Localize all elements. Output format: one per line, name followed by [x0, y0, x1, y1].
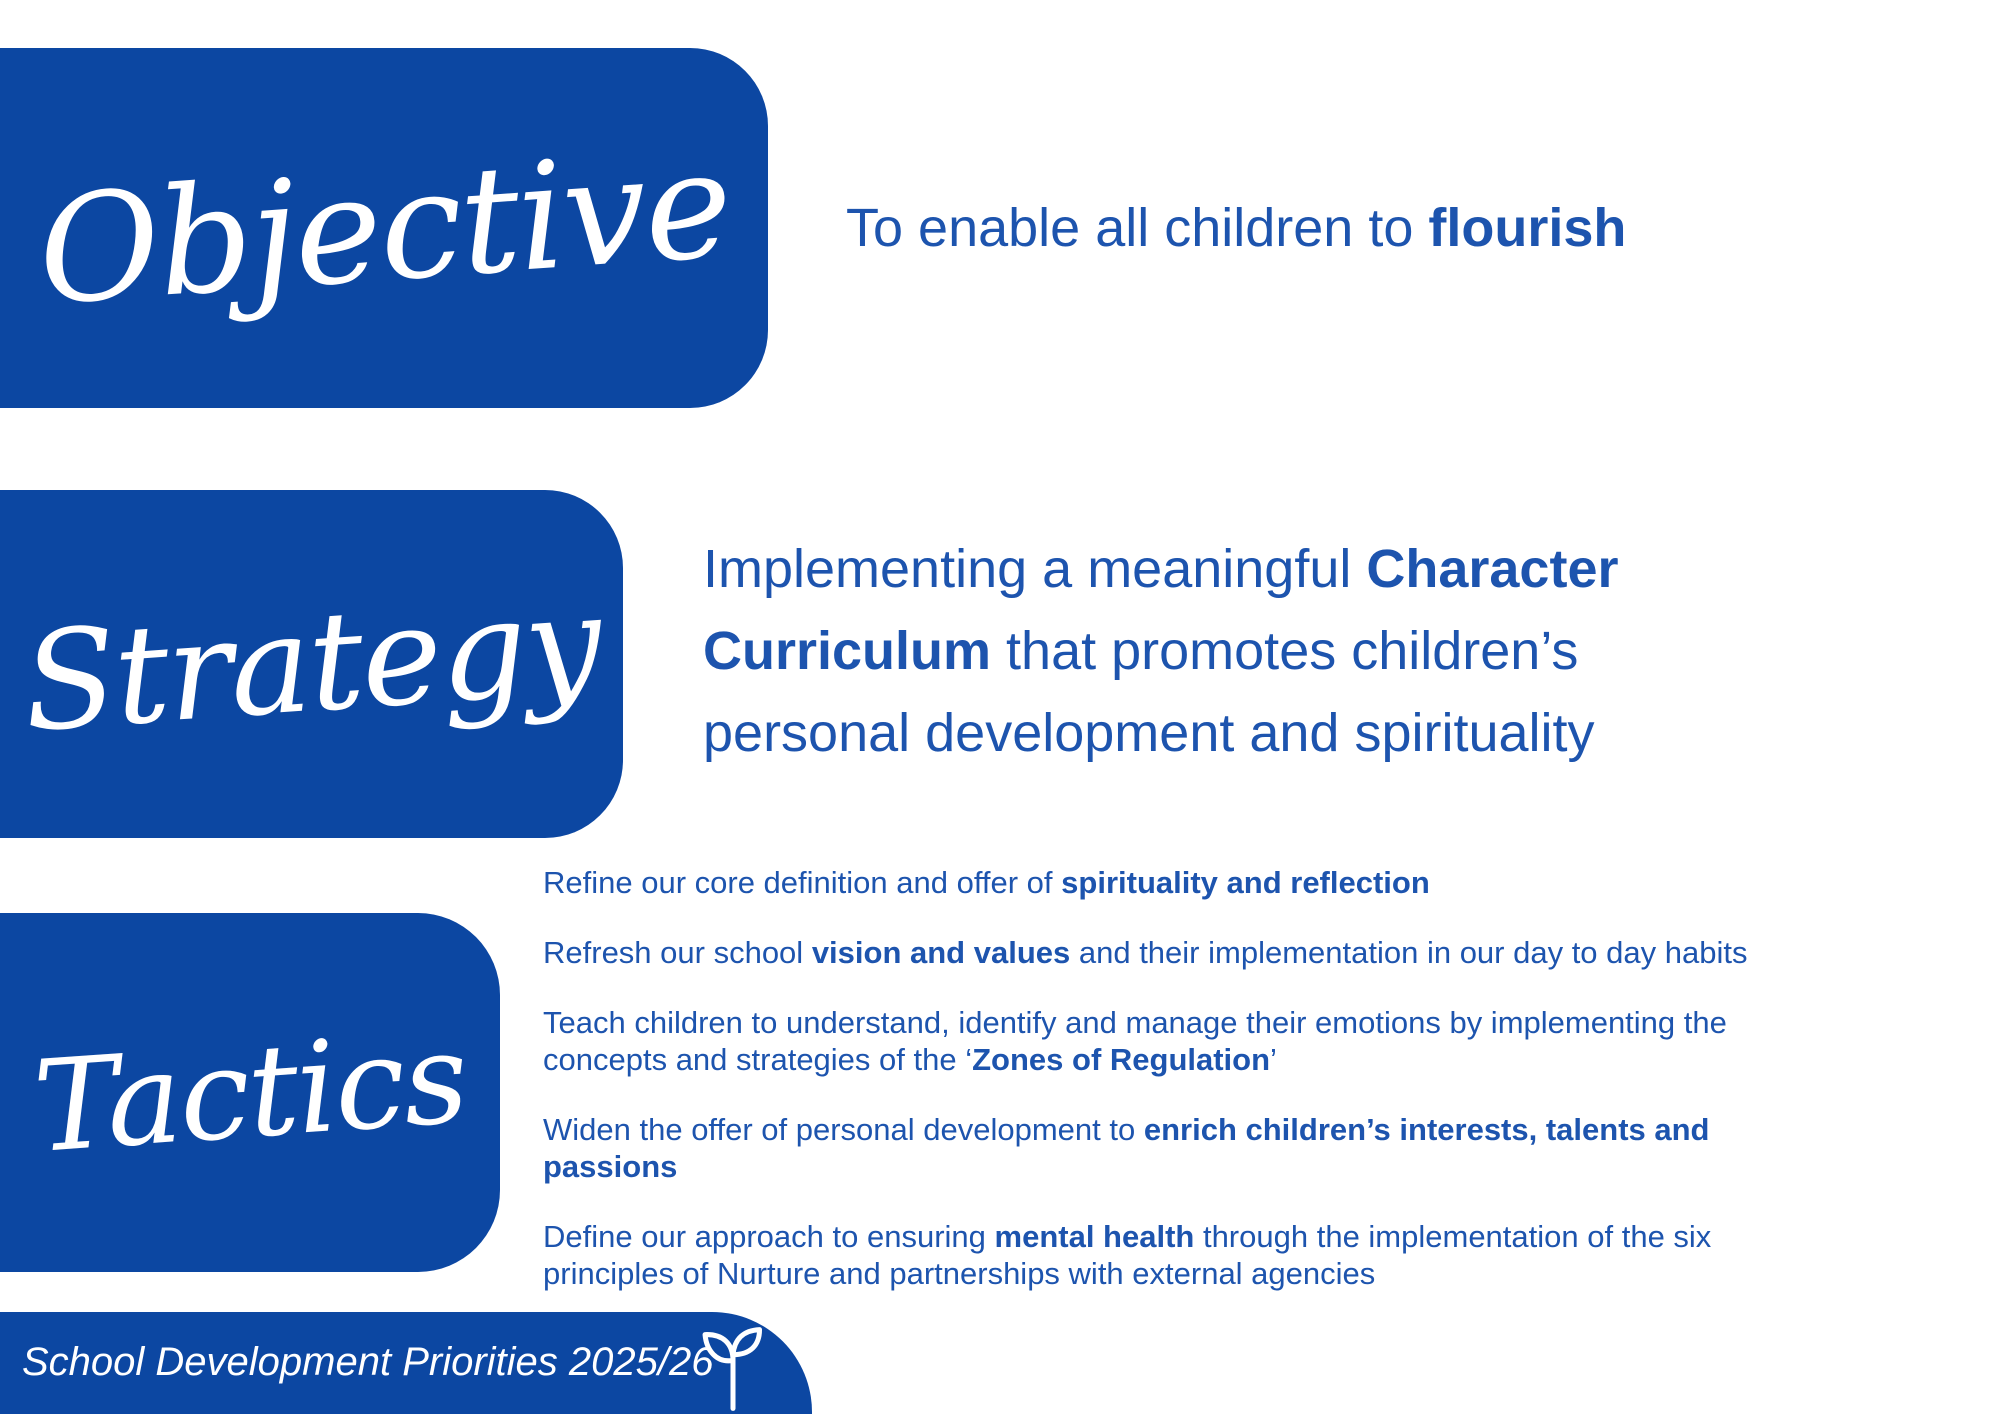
text-line: Define our approach to ensuring mental health through the implementation of the six [543, 1219, 1712, 1254]
text-line: concepts and strategies of the ‘Zones of Regulation’ [543, 1042, 1277, 1077]
seedling-icon [694, 1326, 772, 1412]
text-line: personal development and spirituality [703, 703, 1595, 763]
strategy-box [0, 490, 623, 838]
text-line: Refine our core definition and offer of spirituality and reflection [543, 865, 1430, 900]
tactics-script-heading: Tactics [29, 1003, 471, 1181]
tactic-item-vision-values [543, 934, 1903, 971]
text-line: Implementing a meaningful Character [703, 539, 1619, 599]
strategy-statement [703, 528, 1619, 774]
objective-box [0, 48, 768, 408]
text-line: To enable all children to flourish [846, 198, 1627, 258]
tactic-item-zones-of-regulation [543, 1004, 1903, 1078]
footer-bar [0, 1312, 812, 1414]
tactics-box [0, 913, 500, 1272]
text-line: Curriculum that promotes children’s [703, 621, 1579, 681]
text-line: Widen the offer of personal development to enrich children’s interests, talents and [543, 1112, 1710, 1147]
tactic-item-spirituality [543, 864, 1903, 901]
text-line: passions [543, 1149, 678, 1184]
strategy-script-heading: Strategy [18, 565, 605, 763]
objective-script-heading: Objective [32, 118, 736, 338]
text-line: principles of Nurture and partnerships with external agencies [543, 1256, 1376, 1291]
text-line: Refresh our school vision and values and their implementation in our day to day habits [543, 935, 1748, 970]
text-line: Teach children to understand, identify and manage their emotions by implementing the [543, 1005, 1727, 1040]
tactic-item-mental-health [543, 1218, 1903, 1292]
tactics-bullet-list [543, 864, 1903, 1325]
objective-statement [846, 192, 1626, 264]
tactic-item-enrich-interests [543, 1111, 1903, 1185]
footer-title: School Development Priorities 2025/26 [22, 1340, 714, 1384]
